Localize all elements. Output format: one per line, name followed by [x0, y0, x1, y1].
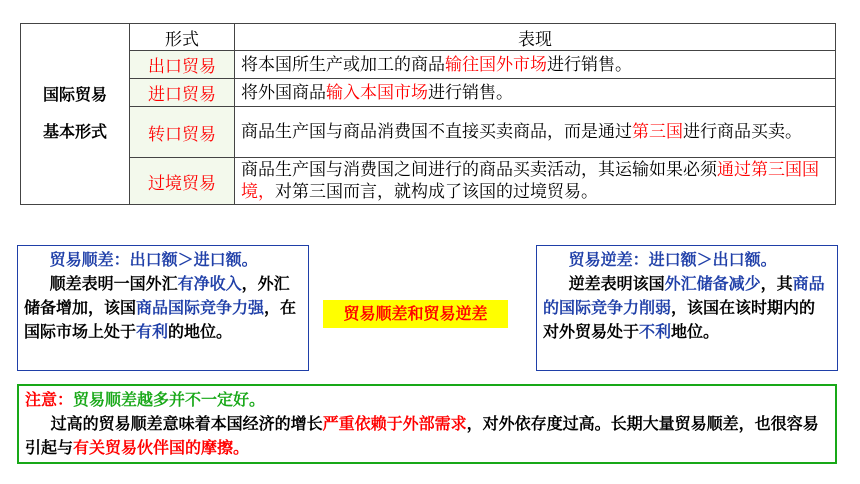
- surplus-text: 顺差表明一国外汇有净收入，外汇储备增加，该国商品国际竞争力强，在国际市场上处于有利的地位。: [24, 274, 297, 341]
- desc-export: 将本国所生产或加工的商品输往国外市场进行销售。: [235, 51, 836, 79]
- desc-import: 将外国商品输入本国市场进行销售。: [235, 79, 836, 107]
- trade-surplus-box: [17, 245, 309, 371]
- category-line-2: 基本形式: [42, 122, 107, 141]
- category-cell: [21, 24, 130, 205]
- trade-deficit-box: [536, 245, 838, 371]
- form-transit: 过境贸易: [130, 158, 235, 205]
- table-header-row: [21, 24, 836, 51]
- note-headline-line: [25, 388, 829, 412]
- category-line-1: 国际贸易: [42, 85, 107, 105]
- table-row: [21, 158, 836, 205]
- desc-transit: 商品生产国与消费国之间进行的商品买卖活动，其运输如果必须通过第三国国境，对第三国而言，就构成了该国的过境贸易。: [235, 158, 836, 205]
- deficit-text: 逆差表明该国外汇储备减少，其商品的国际竞争力削弱，该国在该时期内的对外贸易处于不利地位。: [543, 274, 825, 341]
- deficit-title: 贸易逆差：进口额＞出口额。: [568, 250, 777, 269]
- form-import: 进口贸易: [130, 79, 235, 107]
- note-headline: 贸易顺差越多并不一定好。: [73, 390, 266, 409]
- table-row: [21, 79, 836, 107]
- middle-highlight-label: 贸易顺差和贸易逆差: [323, 300, 508, 328]
- table-row: [21, 51, 836, 79]
- surplus-title: 贸易顺差：出口额＞进口额。: [49, 250, 258, 269]
- note-text: 过高的贸易顺差意味着本国经济的增长严重依赖于外部需求，对外依存度过高。长期大量贸易顺差，也很容易引起与有关贸易伙伴国的摩擦。: [25, 414, 819, 457]
- note-label: 注意：: [25, 390, 74, 409]
- desc-entrepot: 商品生产国与商品消费国不直接买卖商品，而是通过第三国进行商品买卖。: [235, 107, 836, 158]
- header-desc: 表现: [235, 24, 836, 51]
- trade-forms-table: [20, 23, 836, 205]
- form-entrepot: 转口贸易: [130, 107, 235, 158]
- form-export: 出口贸易: [130, 51, 235, 79]
- header-form: 形式: [130, 24, 235, 51]
- table-row: [21, 107, 836, 158]
- note-box: [17, 384, 837, 464]
